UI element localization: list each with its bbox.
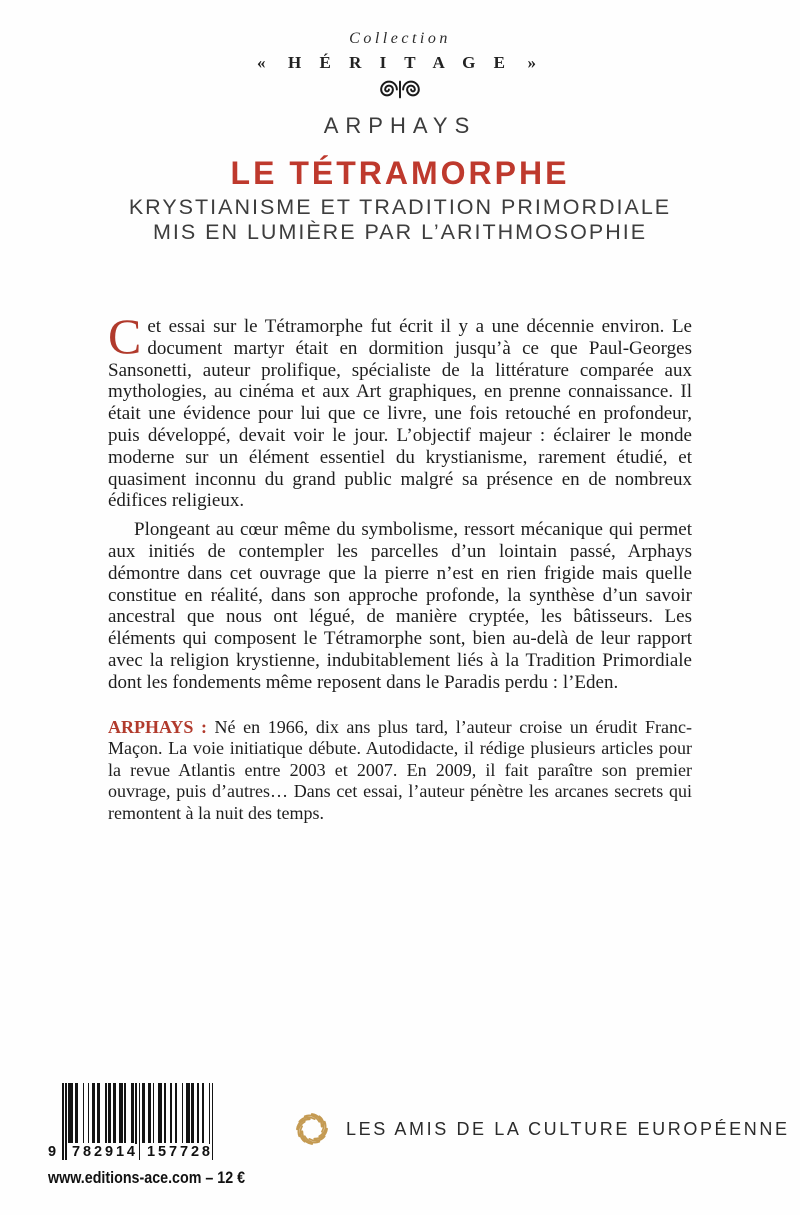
synopsis xyxy=(108,308,692,824)
subtitle-line-1: KRYSTIANISME ET TRADITION PRIMORDIALE xyxy=(128,195,672,219)
paragraph-1-text: et essai sur le Tétramorphe fut écrit il y a une décennie environ. Le document martyr était en dormition jusqu’à ce que Paul-Georges Sansonetti, auteur prolifique, spécialiste de la littérature comparée aux mythologies, au cinéma et aux Art graphiques, en prenne connaissance. Il était une évidence pour lui que ce livre, une fois retouché en profondeur, puis développé, devait voir le jour. L’objectif majeur : éclairer le monde moderne sur un élément essentiel du krystianisme, rarement étudié, et quasiment inconnu du grand public malgré sa présence en de nombreux édifices religieux. xyxy=(108,316,692,512)
synopsis-paragraph-2: Plongeant au cœur même du symbolisme, ressort mécanique qui permet aux initiés de contempler les parcelles d’un lointain passé, Arphays démontre dans cet ouvrage que la pierre n’est en rien frigide mais quelle constitue en réalité, dans son approche profonde, la synthèse d’un savoir ancestral que nous ont légué, de manière cryptée, les bâtisseurs. Les éléments qui composent le Tétramorphe sont, bien au-delà de leur rapport avec la religion krystienne, indubitablement liés à la Tradition Primordiale dont les fondements même reposent dans le Paradis perdu : l’Eden. xyxy=(108,519,692,693)
double-spiral-ornament-icon xyxy=(0,78,800,101)
book-title: LE TÉTRAMORPHE xyxy=(230,155,570,191)
collection-label: Collection xyxy=(349,30,451,47)
barcode-group-2: 1 5 7 7 2 8 xyxy=(147,1144,210,1160)
barcode-number xyxy=(48,1144,218,1160)
publisher-swirl-logo-icon xyxy=(293,1108,331,1150)
author-name: ARPHAYS xyxy=(323,113,477,138)
drop-cap: C xyxy=(108,308,142,364)
author-bio-label: ARPHAYS : xyxy=(108,716,215,737)
publisher-block xyxy=(293,1108,790,1150)
collection-name: « H É R I T A G E » xyxy=(257,53,543,72)
barcode-block xyxy=(48,1083,246,1188)
publisher-name: LES AMIS DE LA CULTURE EUROPÉENNE xyxy=(346,1118,790,1139)
author-bio-text: Né en 1966, dix ans plus tard, l’auteur croise un érudit Franc-Maçon. La voie initiatique débute. Autodidacte, il rédige plusieurs articles pour la revue Atlantis entre 2003 et 2007. En 2009, il fait paraître son premier ouvrage, puis d’autres… Dans cet essai, l’auteur pénètre les arcanes secrets qui remontent à la nuit des temps. xyxy=(108,716,692,823)
author-bio xyxy=(108,717,692,825)
barcode-group-1: 7 8 2 9 1 4 xyxy=(72,1144,135,1160)
subtitle-line-2: MIS EN LUMIÈRE PAR L’ARITHMOSOPHIE xyxy=(152,220,648,244)
barcode-lead-digit: 9 xyxy=(48,1144,57,1160)
synopsis-paragraph-1 xyxy=(108,308,692,512)
masthead xyxy=(0,30,800,245)
publisher-website-price: www.editions-ace.com – 12 € xyxy=(48,1168,246,1187)
book-subtitle xyxy=(0,195,800,245)
